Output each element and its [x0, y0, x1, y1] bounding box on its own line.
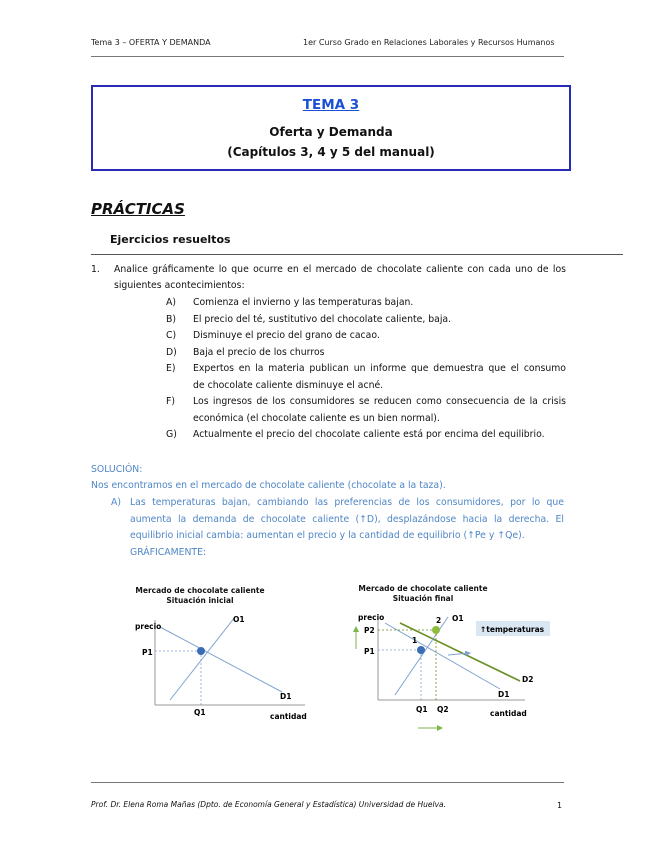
option-text-line: Baja el precio de los churros: [193, 346, 325, 358]
exercise-option: [166, 427, 566, 444]
graph2-ylabel: precio: [358, 613, 385, 622]
graph2-point2: [432, 626, 440, 634]
graph2-title-line2: Situación final: [392, 594, 454, 603]
graph2-xlabel: cantidad: [490, 709, 527, 718]
option-text-line: económica (el chocolate caliente es un bien normal).: [193, 412, 440, 424]
solution-label: SOLUCIÓN:: [91, 464, 143, 475]
option-text-line: Los ingresos de los consumidores se reducen como consecuencia de la crisis: [193, 396, 566, 407]
exercise-option: [166, 394, 566, 427]
practicas-heading: PRÁCTICAS: [91, 200, 185, 218]
graph2-p1-label: P1: [364, 647, 375, 656]
page-number: 1: [557, 801, 563, 810]
graph2-title: [348, 584, 498, 604]
exercise-option: [166, 312, 566, 329]
graph2-title-line1: Mercado de chocolate caliente: [358, 584, 488, 593]
graph2-q1-label: Q1: [416, 705, 428, 714]
option-text-line: Comienza el invierno y las temperaturas bajan.: [193, 297, 414, 308]
ejercicios-heading: Ejercicios resueltos: [110, 233, 231, 246]
tema-chapters: (Capítulos 3, 4 y 5 del manual): [227, 145, 435, 159]
graph2-q2-label: Q2: [437, 705, 449, 714]
solution-a-line1: Las temperaturas bajan, cambiando las preferencias de los consumidores, por lo que: [130, 497, 564, 508]
graph2-p2-label: P2: [364, 626, 375, 635]
exercise-option: [166, 328, 566, 345]
tema-title: TEMA 3: [302, 97, 360, 113]
exercise-option: [166, 345, 566, 362]
option-text-line: El precio del té, sustitutivo del chocolate caliente, baja.: [193, 313, 452, 325]
title-box: [91, 85, 571, 171]
graph2-chart: [340, 605, 550, 740]
graph1-title-line2: Situación inicial: [166, 596, 234, 605]
option-text-line: Disminuye el precio del grano de cacao.: [193, 330, 380, 341]
header-right: 1er Curso Grado en Relaciones Laborales y Recursos Humanos: [303, 38, 555, 47]
exercise-intro-line2: siguientes acontecimientos:: [114, 280, 245, 291]
graph2-demand1-label: D1: [498, 690, 510, 699]
header-left: Tema 3 – OFERTA Y DEMANDA: [91, 38, 211, 47]
graph1-ylabel: precio: [135, 622, 162, 631]
graficamente-label: GRÁFICAMENTE:: [130, 546, 207, 558]
option-letter: C): [166, 330, 177, 341]
graph2-point2-label: 2: [436, 616, 442, 625]
graph1-supply-label: O1: [233, 615, 245, 624]
graph1-chart: [120, 605, 320, 725]
exercise-option: [166, 361, 566, 394]
graph1-demand-label: D1: [280, 692, 292, 701]
option-letter: F): [166, 396, 175, 407]
solution-intro: Nos encontramos en el mercado de chocolate caliente (chocolate a la taza).: [91, 480, 446, 491]
option-text-line: Expertos en la materia publican un informe que demuestra que el consumo: [193, 363, 566, 374]
footer-rule: [91, 782, 564, 783]
option-text-line: Actualmente el precio del chocolate caliente está por encima del equilibrio.: [193, 429, 545, 440]
solution-a-line2: aumenta la demanda de chocolate caliente (↑D), desplazándose hacia la derecha. El: [130, 513, 564, 525]
graph2-supply-label: O1: [452, 614, 464, 623]
tema-subtitle: Oferta y Demanda: [269, 125, 393, 139]
footer-text: Prof. Dr. Elena Roma Mañas (Dpto. de Economía General y Estadística) Universidad de Huelva.: [91, 800, 447, 809]
graph1-demand-line: [160, 627, 282, 692]
graph2-demand2-label: D2: [522, 675, 534, 684]
graph1-supply-line: [170, 617, 235, 700]
graph1-q1-label: Q1: [194, 708, 206, 717]
ejercicios-rule: [91, 254, 623, 255]
graph1-title: [125, 586, 275, 606]
graph2-point1: [417, 646, 425, 654]
exercise-intro-line1: Analice gráficamente lo que ocurre en el mercado de chocolate caliente con cada uno de los: [114, 264, 566, 275]
solution-a-letter: A): [111, 497, 121, 508]
graph2-point1-label: 1: [412, 636, 418, 645]
solution-a-line3: equilibrio inicial cambia: aumentan el precio y la cantidad de equilibrio (↑Pe y ↑Qe).: [130, 530, 525, 541]
graph2-supply-line: [395, 617, 448, 695]
graph1-p1-label: P1: [142, 648, 153, 657]
option-letter: E): [166, 363, 176, 374]
option-letter: G): [166, 429, 177, 440]
exercise-number: 1.: [91, 264, 100, 275]
exercise-options: [166, 295, 566, 444]
option-letter: B): [166, 313, 177, 325]
graph1-equilibrium-point: [197, 647, 205, 655]
option-letter: D): [166, 346, 177, 358]
graph2-callout: ↑temperaturas: [480, 625, 545, 634]
solution-a-text: [130, 495, 564, 561]
graph1-xlabel: cantidad: [270, 712, 307, 721]
graph1-title-line1: Mercado de chocolate caliente: [135, 586, 265, 595]
header-rule: [91, 56, 564, 57]
option-letter: A): [166, 297, 176, 308]
exercise-option: [166, 295, 566, 312]
option-text-line: de chocolate caliente disminuye el acné.: [193, 379, 384, 391]
